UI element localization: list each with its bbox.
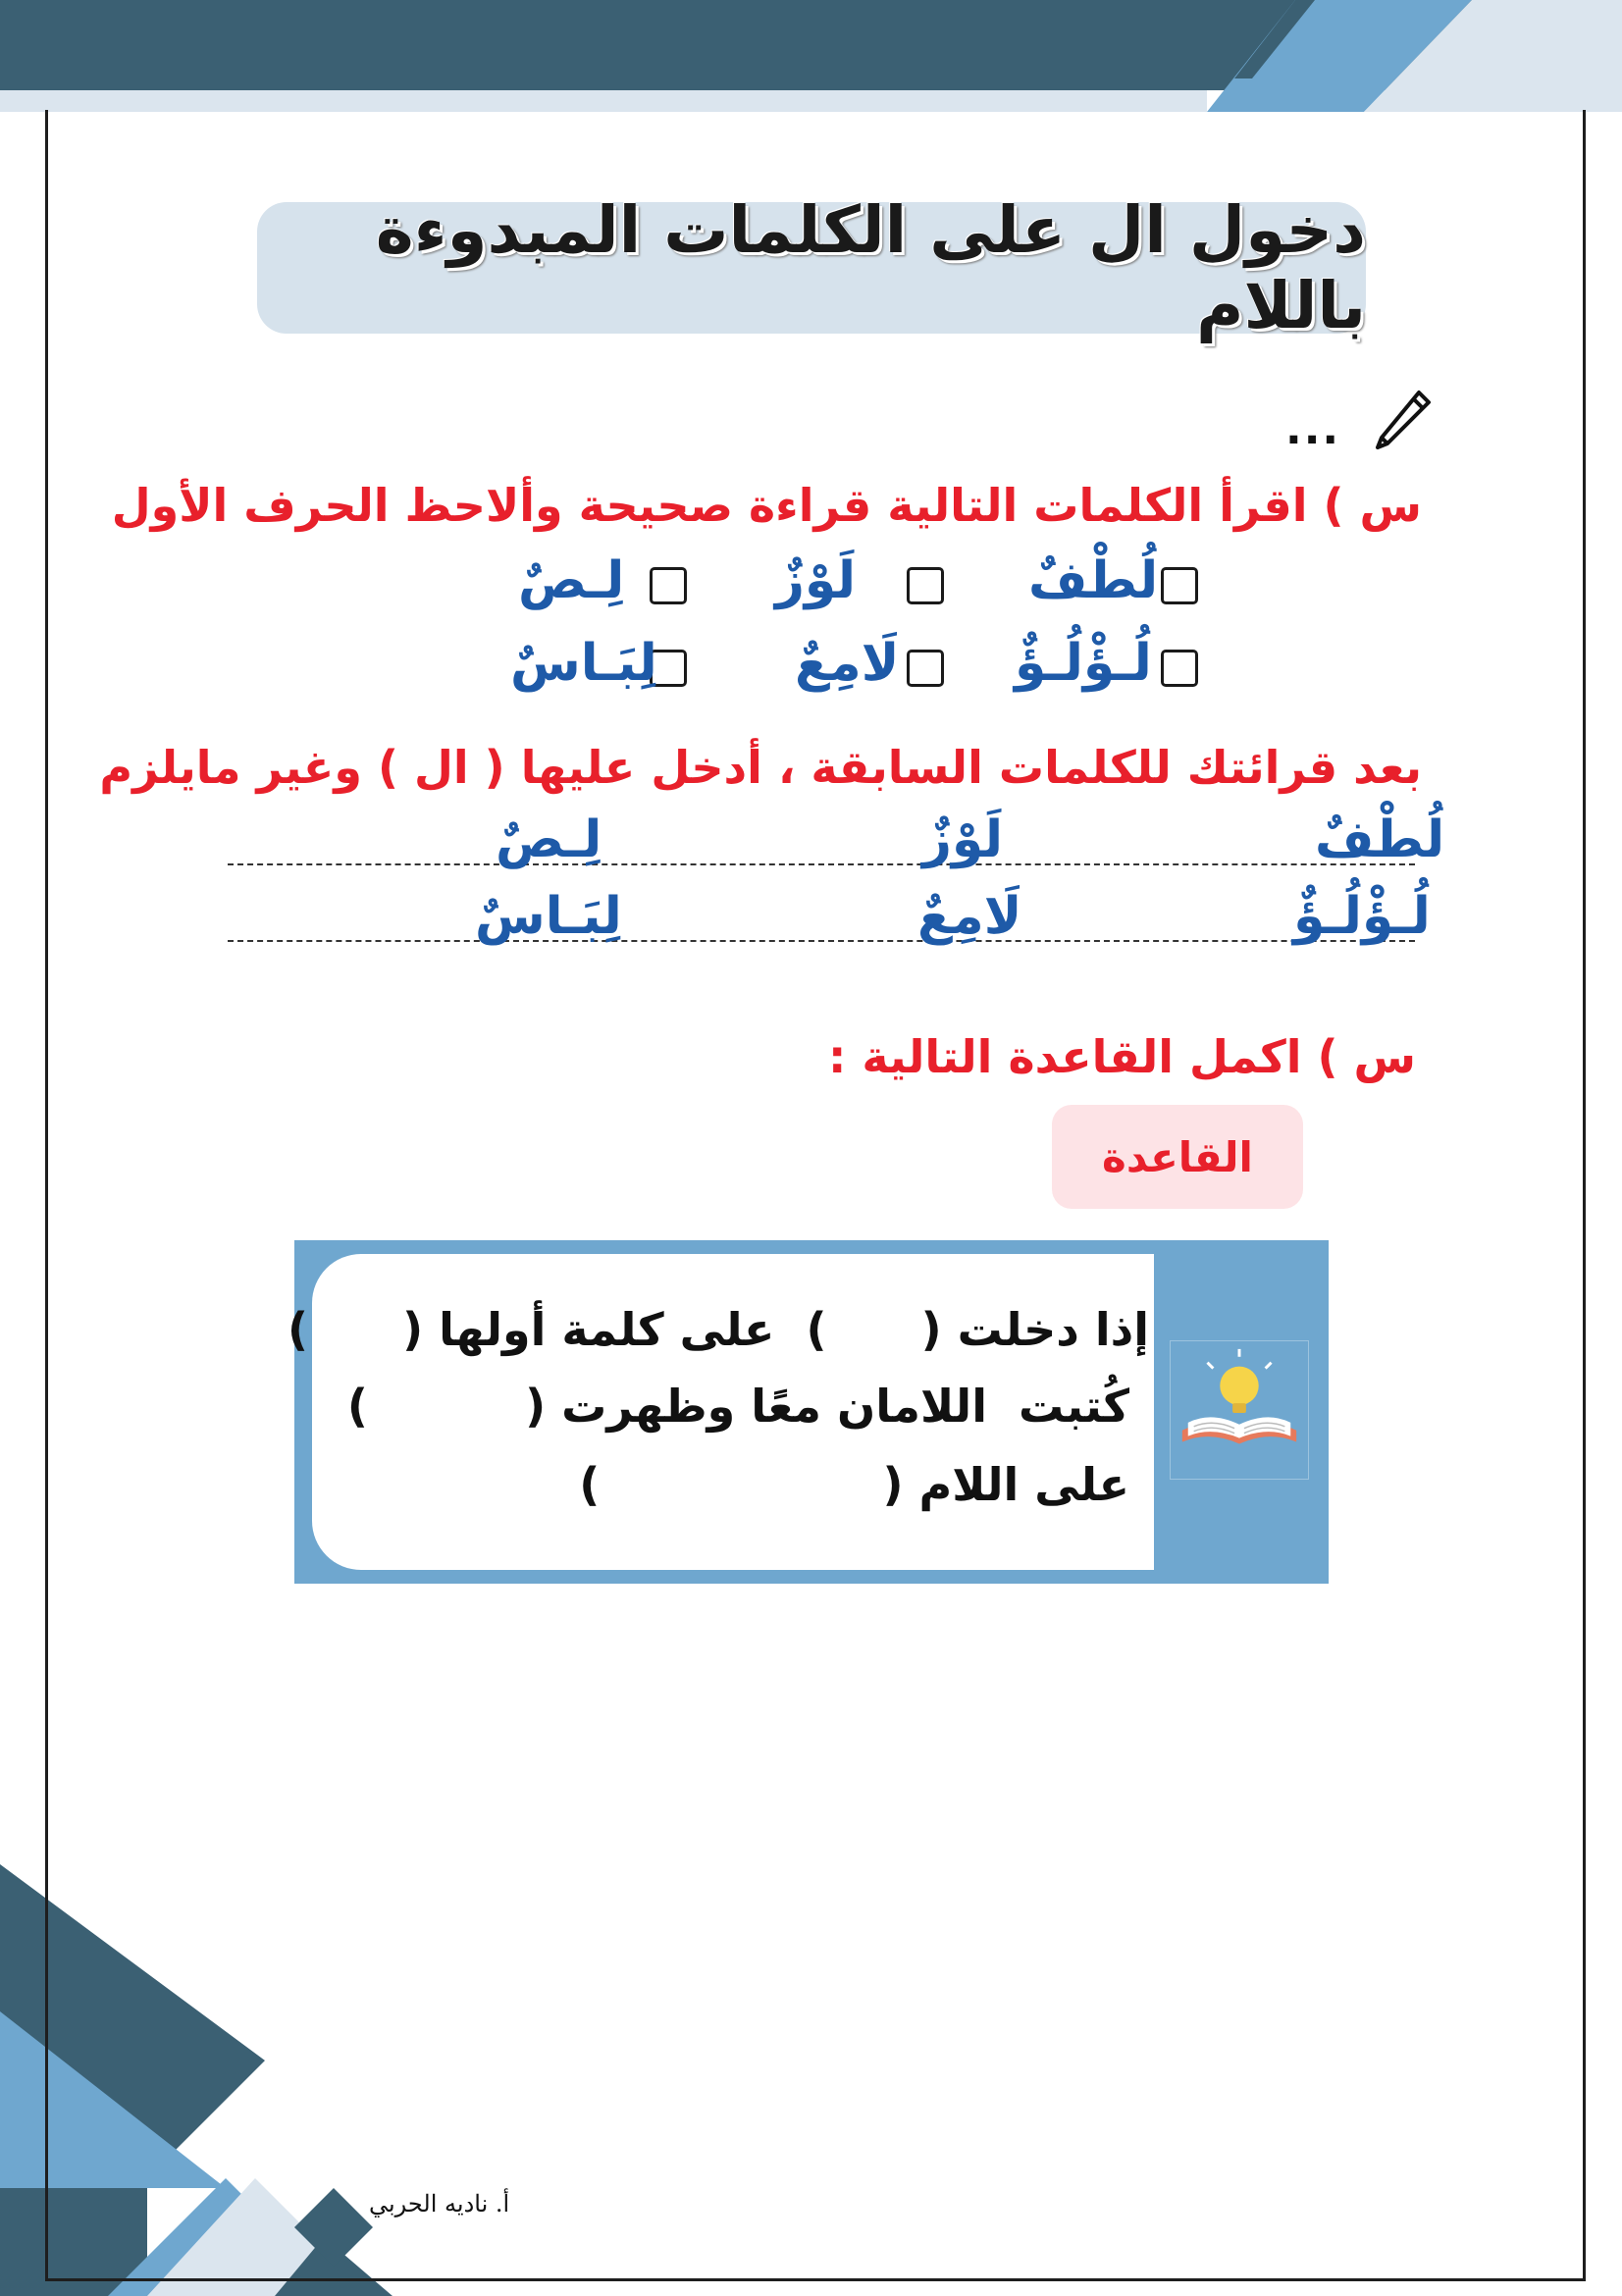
word-2: لَوْزٌ	[775, 551, 857, 610]
answer-word-1: لُطْفٌ	[1315, 810, 1445, 869]
rule-heading: القاعدة	[1102, 1132, 1253, 1181]
pencil-icon	[1368, 383, 1437, 451]
checkbox-word-4[interactable]	[1161, 650, 1198, 687]
word-1: لُطْفٌ	[1028, 551, 1159, 610]
answer-word-3: لِـصٌ	[496, 810, 602, 869]
answer-line-2[interactable]	[228, 940, 1415, 942]
question-2: بعد قرائتك للكلمات السابقة ، أدخل عليها ( ال ) وغير مايلزم	[99, 741, 1422, 794]
word-6: لِبَـاسٌ	[510, 634, 657, 693]
title-banner	[257, 192, 1366, 343]
answer-word-6: لِبَـاسٌ	[475, 887, 622, 946]
checkbox-word-2[interactable]	[907, 567, 944, 604]
answer-word-4: لُـؤْلُـؤٌ	[1293, 887, 1431, 946]
rule-line-3: على اللام ( )	[579, 1458, 1129, 1511]
top-decoration	[0, 0, 1622, 118]
rule-line-2: كُتبت اللامان معًا وظهرت ( )	[346, 1380, 1129, 1433]
answer-word-2: لَوْزٌ	[922, 810, 1004, 869]
rule-heading-box	[1052, 1105, 1303, 1209]
word-5: لَامِعٌ	[795, 634, 900, 693]
word-3: لِـصٌ	[518, 551, 625, 610]
checkbox-word-3[interactable]	[650, 567, 687, 604]
answer-word-5: لَامِعٌ	[917, 887, 1022, 946]
answer-line-1[interactable]	[228, 863, 1415, 865]
rule-line-1: إذا دخلت ( ) على كلمة أولها ( )	[287, 1303, 1149, 1356]
checkbox-word-5[interactable]	[907, 650, 944, 687]
question-3: س ) اكمل القاعدة التالية :	[828, 1030, 1416, 1083]
open-book-lightbulb-icon	[1170, 1340, 1309, 1480]
page-frame	[45, 110, 1586, 2281]
checkbox-word-1[interactable]	[1161, 567, 1198, 604]
page-title: دخول ال على الكلمات المبدوءة باللام	[375, 192, 1366, 343]
word-4: لُـؤْلُـؤٌ	[1015, 634, 1152, 693]
question-1: س ) اقرأ الكلمات التالية قراءة صحيحة وألاحظ الحرف الأول	[111, 479, 1422, 532]
author-credit: أ. ناديه الحربي	[369, 2190, 510, 2218]
ellipsis: ...	[1285, 404, 1341, 454]
